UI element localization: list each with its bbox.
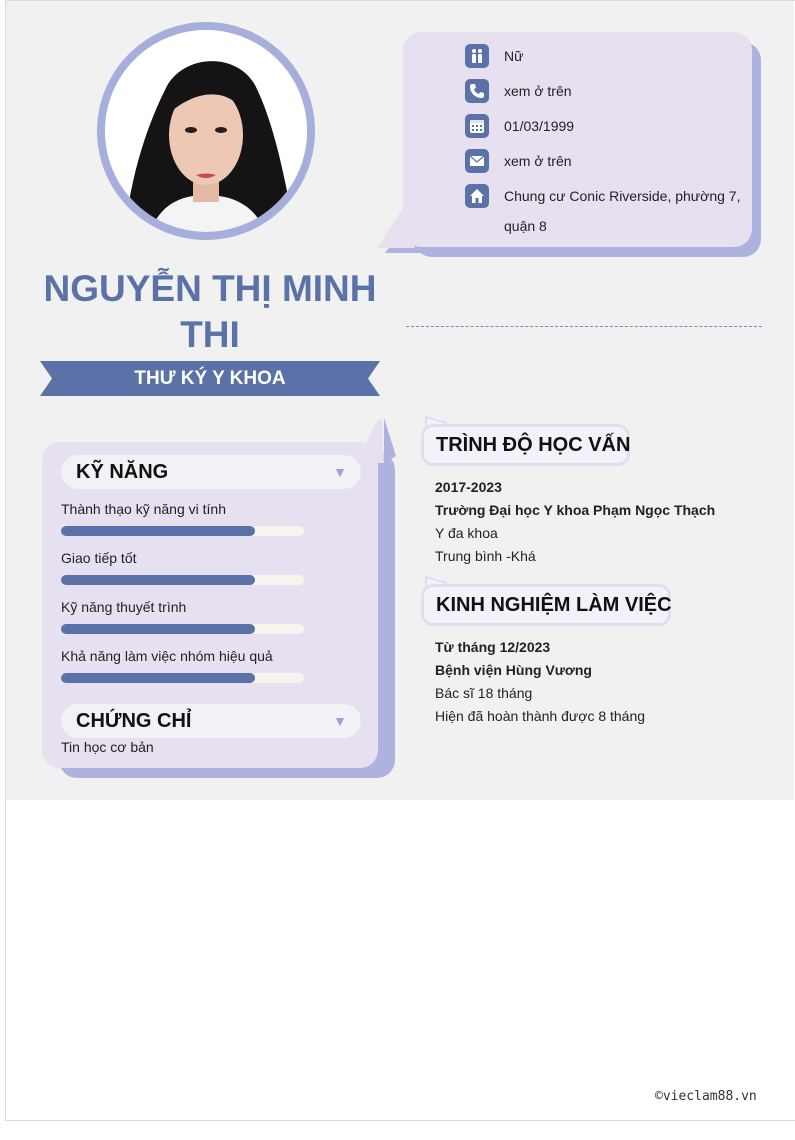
education-grade: Trung bình -Khá — [435, 548, 536, 564]
contact-birthday-text: 01/03/1999 — [504, 118, 575, 134]
skill-bar-fill — [61, 624, 255, 634]
contact-gender — [465, 44, 744, 71]
skill-bar — [61, 673, 304, 683]
skill-bar-fill — [61, 673, 255, 683]
watermark: ©vieclam88.vn — [655, 1089, 757, 1104]
contact-email-text: xem ở trên — [504, 153, 572, 169]
contact-birthday — [465, 114, 744, 141]
education-school: Trường Đại học Y khoa Phạm Ngọc Thạch — [435, 502, 716, 518]
chevron-down-icon: ▼ — [333, 713, 347, 729]
education-heading-label: TRÌNH ĐỘ HỌC VẤN — [436, 434, 631, 456]
contact-address — [465, 184, 744, 241]
full-name: NGUYỄN THỊ MINH THI — [43, 268, 377, 355]
skill-bar — [61, 575, 304, 585]
experience-note: Hiện đã hoàn thành được 8 tháng — [435, 708, 646, 724]
chevron-down-icon: ▼ — [333, 464, 347, 480]
skill-label: Giao tiếp tốt — [61, 550, 137, 566]
contact-address-text: Chung cư Conic Riverside, phường 7, quận 8 — [504, 188, 741, 234]
skill-bar — [61, 624, 304, 634]
certificates-heading[interactable] — [61, 704, 361, 738]
job-title: THƯ KÝ Y KHOA — [134, 368, 286, 389]
experience-role: Bác sĩ 18 tháng — [435, 685, 533, 701]
education-period: 2017-2023 — [435, 479, 502, 495]
phone-icon — [465, 79, 489, 103]
contact-gender-text: Nữ — [504, 48, 524, 64]
contact-phone — [465, 79, 744, 106]
certificates-heading-label: CHỨNG CHỈ — [76, 710, 192, 732]
home-icon — [465, 184, 489, 208]
experience-heading-label: KINH NGHIỆM LÀM VIỆC — [436, 594, 672, 616]
skill-label: Thành thạo kỹ năng vi tính — [61, 501, 226, 517]
experience-company: Bệnh viện Hùng Vương — [435, 662, 592, 678]
dashed-divider — [406, 326, 762, 327]
education-heading — [421, 424, 630, 466]
mail-icon — [465, 149, 489, 173]
skill-bar-fill — [61, 575, 255, 585]
skill-bar — [61, 526, 304, 536]
experience-heading — [421, 584, 671, 626]
contact-email — [465, 149, 744, 176]
experience-period: Từ tháng 12/2023 — [435, 639, 551, 655]
education-major: Y đa khoa — [435, 525, 498, 541]
avatar — [105, 30, 307, 232]
skills-heading-label: KỸ NĂNG — [76, 461, 169, 483]
calendar-icon — [465, 114, 489, 138]
avatar-portrait — [105, 30, 307, 232]
certificate-item: Tin học cơ bản — [61, 739, 154, 755]
skills-heading[interactable] — [61, 455, 361, 489]
gender-icon — [465, 44, 489, 68]
contact-phone-text: xem ở trên — [504, 83, 572, 99]
skill-label: Khả năng làm việc nhóm hiệu quả — [61, 648, 273, 664]
skill-label: Kỹ năng thuyết trình — [61, 599, 187, 615]
skill-bar-fill — [61, 526, 255, 536]
